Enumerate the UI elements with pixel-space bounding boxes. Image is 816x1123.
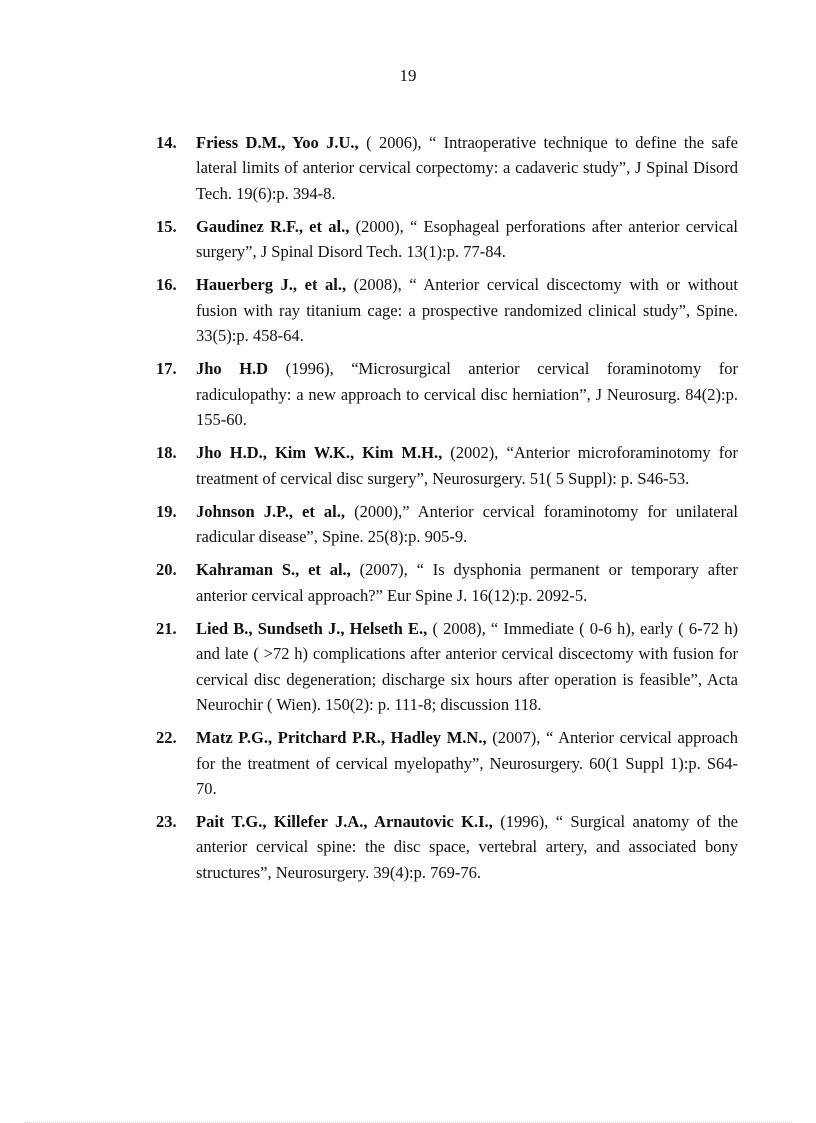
reference-text: ( 2008), “ Immediate ( 0-6 h), early ( 6-72 h) and late ( >72 h) complications after anterior cervical discectomy with fusion for cervical disc degeneration; discharge six hours after operation is feasible”, Acta Neurochir ( Wien). 150(2): p. 111-8; discussion 118. bbox=[196, 619, 738, 714]
reference-text: (2000), “ Esophageal perforations after anterior cervical surgery”, J Spinal Disord Tech. 13(1):p. 77-84. bbox=[196, 216, 738, 262]
reference-number: 17. bbox=[156, 359, 177, 379]
reference-number: 20. bbox=[156, 560, 177, 580]
reference-number: 15. bbox=[156, 216, 177, 236]
reference-number: 19. bbox=[156, 501, 177, 521]
reference-item bbox=[156, 130, 738, 206]
reference-text: (1996), “ Surgical anatomy of the anterior cervical spine: the disc space, vertebral artery, and associated bony structures”, Neurosurgery. 39(4):p. 769-76. bbox=[196, 812, 738, 882]
reference-item bbox=[156, 214, 738, 265]
reference-text: ( 2006), “ Intraoperative technique to define the safe lateral limits of anterior cervical corpectomy: a cadaveric study”, J Spinal Disord Tech. 19(6):p. 394-8. bbox=[196, 133, 738, 203]
reference-authors: Gaudinez R.F., et al., bbox=[196, 216, 350, 236]
reference-number: 18. bbox=[156, 443, 177, 463]
reference-item bbox=[156, 272, 738, 348]
reference-number: 21. bbox=[156, 619, 177, 639]
reference-authors: Friess D.M., Yoo J.U., bbox=[196, 133, 359, 152]
reference-item bbox=[156, 499, 738, 550]
reference-authors: Johnson J.P., et al., bbox=[196, 501, 346, 521]
reference-authors: Lied B., Sundseth J., Helseth E., bbox=[196, 619, 428, 639]
reference-number: 23. bbox=[156, 812, 177, 832]
reference-text: (2000),” Anterior cervical foraminotomy for unilateral radicular disease”, Spine. 25(8):p. 905-9. bbox=[196, 501, 739, 547]
reference-item bbox=[156, 440, 738, 491]
reference-authors: Jho H.D., Kim W.K., Kim M.H., bbox=[196, 443, 443, 463]
reference-number: 14. bbox=[156, 133, 177, 152]
reference-number: 16. bbox=[156, 275, 177, 295]
reference-item bbox=[156, 809, 738, 885]
reference-authors: Kahraman S., et al., bbox=[196, 560, 351, 580]
reference-text: (2008), “ Anterior cervical discectomy with or without fusion with ray titanium cage: a prospective randomized clinical study”, Spine. 33(5):p. 458-64. bbox=[196, 275, 738, 346]
reference-number: 22. bbox=[156, 728, 177, 748]
reference-item bbox=[156, 557, 738, 608]
reference-text: (2002), “Anterior microforaminotomy for treatment of cervical disc surgery”, Neurosurgery. 51( 5 Suppl): p. S46-53. bbox=[196, 443, 738, 488]
reference-authors: Hauerberg J., et al., bbox=[196, 275, 347, 295]
reference-authors: Jho H.D bbox=[196, 359, 269, 379]
reference-item bbox=[156, 356, 738, 432]
page-number: 19 bbox=[399, 66, 417, 85]
reference-text: (2007), “ Is dysphonia permanent or temporary after anterior cervical approach?” Eur Spine J. 16(12):p. 2092-5. bbox=[196, 560, 738, 605]
reference-text: (1996), “Microsurgical anterior cervical foraminotomy for radiculopathy: a new approach to cervical disc herniation”, J Neurosurg. 84(2):p. 155-60. bbox=[196, 359, 738, 429]
reference-item bbox=[156, 725, 738, 801]
reference-authors: Matz P.G., Pritchard P.R., Hadley M.N., bbox=[196, 728, 487, 748]
reference-list bbox=[156, 130, 738, 893]
reference-authors: Pait T.G., Killefer J.A., Arnautovic K.I., bbox=[196, 812, 493, 832]
reference-text: (2007), “ Anterior cervical approach for the treatment of cervical myelopathy”, Neurosurgery. 60(1 Suppl 1):p. S64-70. bbox=[196, 728, 738, 798]
reference-item bbox=[156, 616, 738, 717]
